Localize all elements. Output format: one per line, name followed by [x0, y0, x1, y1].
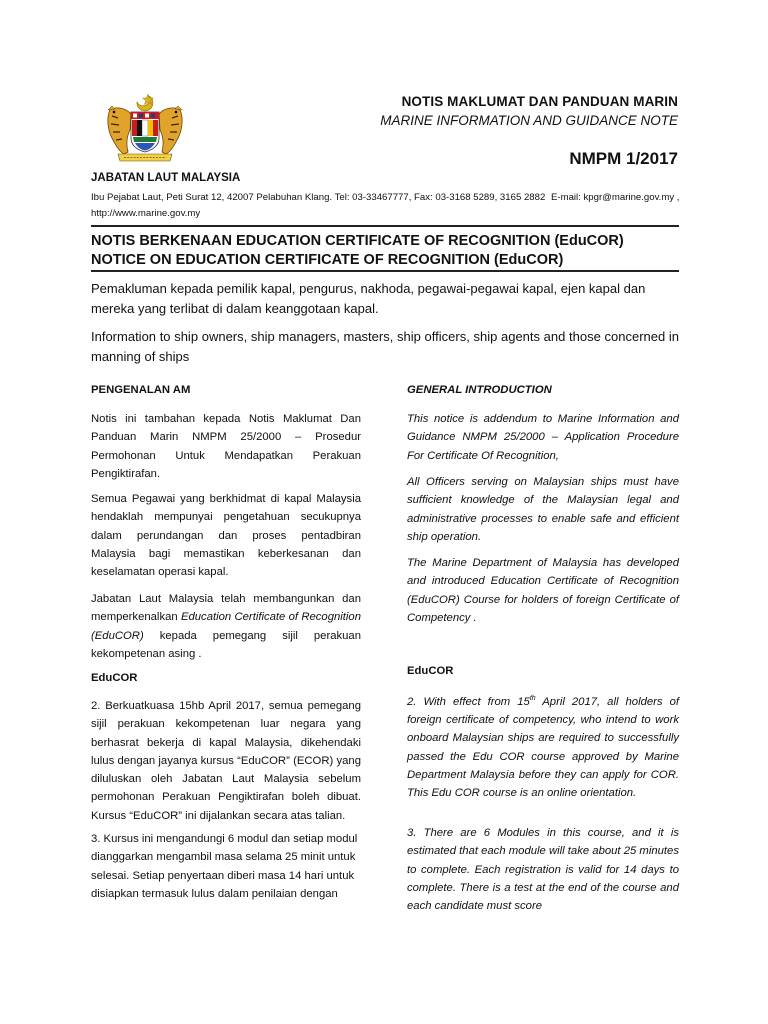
website-link[interactable]: http://www.marine.gov.my	[91, 208, 201, 219]
paragraph-en-5: 3. There are 6 Modules in this course, and it is estimated that each module will take about 25 minutes to complete. Each registration is valid for 14 days to complete. There is a test at the end of the course and each candidate must score	[407, 827, 679, 913]
paragraph-ms-3	[91, 590, 361, 663]
paragraph-ms-3-text: Jabatan Laut Malaysia telah membangunkan dan memperkenalkan	[91, 593, 361, 624]
title-bottom-rule	[91, 270, 679, 272]
paragraph-ms-3-course-name: Education Certificate of Recognition (EduCOR)	[91, 611, 361, 642]
notice-series-subtitle: MARINE INFORMATION AND GUIDANCE NOTE	[380, 113, 678, 128]
department-address	[91, 192, 680, 203]
paragraph-en-2: All Officers serving on Malaysian ships must have sufficient knowledge of the Malaysian legal and administrative processes to enable safe and efficient ship operation.	[407, 476, 679, 543]
paragraph-en-3: The Marine Department of Malaysia has developed and introduced Education Certificate of Recognition (EduCOR) Course for holders of foreign Certificate of Competency .	[407, 557, 679, 624]
section-heading-educor-en: EduCOR	[407, 665, 454, 677]
notice-reference-number: NMPM 1/2017	[569, 149, 678, 168]
address-text: Ibu Pejabat Laut, Peti Surat 12, 42007 Pelabuhan Klang. Tel: 03-33467777, Fax: 03-3168 5289, 3165 2882	[91, 192, 546, 203]
section-heading-general-introduction: GENERAL INTRODUCTION	[407, 384, 552, 396]
department-name: JABATAN LAUT MALAYSIA	[91, 172, 241, 184]
paragraph-ms-5: 3. Kursus ini mengandungi 6 modul dan setiap modul dianggarkan mengambil masa selama 25 minit untuk selesai. Setiap penyertaan diberi masa 14 hari untuk disiapkan termasuk lulus dalam penilaian dengan	[91, 833, 358, 900]
audience-malay: Pemakluman kepada pemilik kapal, pengurus, nakhoda, pegawai-pegawai kapal, ejen kapal dan mereka yang terlibat di dalam keanggotaan kapal.	[91, 281, 646, 316]
malaysia-coat-of-arms-icon	[104, 92, 186, 164]
paragraph-en-4-ordinal: th	[529, 695, 536, 702]
paragraph-en-1: This notice is addendum to Marine Information and Guidance NMPM 25/2000 – Application Procedure For Certificate Of Recognition,	[407, 413, 679, 462]
section-heading-pengenalan: PENGENALAN AM	[91, 384, 191, 396]
paragraph-en-4	[407, 690, 679, 803]
paragraph-ms-2: Semua Pegawai yang berkhidmat di kapal Malaysia hendaklah mempunyai pengetahuan secukupnya dalam perundangan dan proses pentadbiran Malaysia bagi memastikan keberkesanan dan keselamatan operasi kapal.	[91, 493, 361, 579]
audience-english: Information to ship owners, ship managers, masters, ship officers, ship agents and those concerned in manning of ships	[91, 329, 679, 364]
notice-series-title: NOTIS MAKLUMAT DAN PANDUAN MARIN	[401, 94, 678, 109]
paragraph-en-4-rest: April 2017, all holders of foreign certificate of competency, who intend to work onboard Malaysian ships are required to successfully passed the Edu COR course approved by Marine Department Malaysia before they can apply for COR. This Edu COR course is an online orientation.	[407, 695, 680, 800]
title-top-rule	[91, 225, 679, 227]
paragraph-ms-3-end: kepada pemegang sijil perakuan kekompetenan asing .	[91, 629, 361, 660]
section-heading-educor-ms: EduCOR	[91, 672, 138, 684]
paragraph-en-4-start: 2. With effect from 15	[407, 695, 530, 708]
paragraph-ms-4: 2. Berkuatkuasa 15hb April 2017, semua pemegang sijil perakuan kekompetenan luar negara yang berhasrat bekerja di kapal Malaysia, dikehendaki lulus dengan jayanya kursus “EduCOR” (ECOR) yang diluluskan oleh Jabatan Laut Malaysia sebelum permohonan Perakuan Pengiktirafan boleh dibuat. Kursus “EduCOR” ini dijalankan secara atas talian.	[91, 700, 361, 822]
notice-title-malay: NOTIS BERKENAAN EDUCATION CERTIFICATE OF RECOGNITION (EduCOR)	[91, 233, 624, 249]
paragraph-ms-1: Notis ini tambahan kepada Notis Maklumat Dan Panduan Marin NMPM 25/2000 – Prosedur Permohonan Untuk Mendapatkan Perakuan Pengiktirafan.	[91, 413, 361, 480]
email-link[interactable]: E-mail: kpgr@marine.gov.my ,	[551, 192, 680, 203]
notice-title-english: NOTICE ON EDUCATION CERTIFICATE OF RECOGNITION (EduCOR)	[91, 252, 564, 268]
